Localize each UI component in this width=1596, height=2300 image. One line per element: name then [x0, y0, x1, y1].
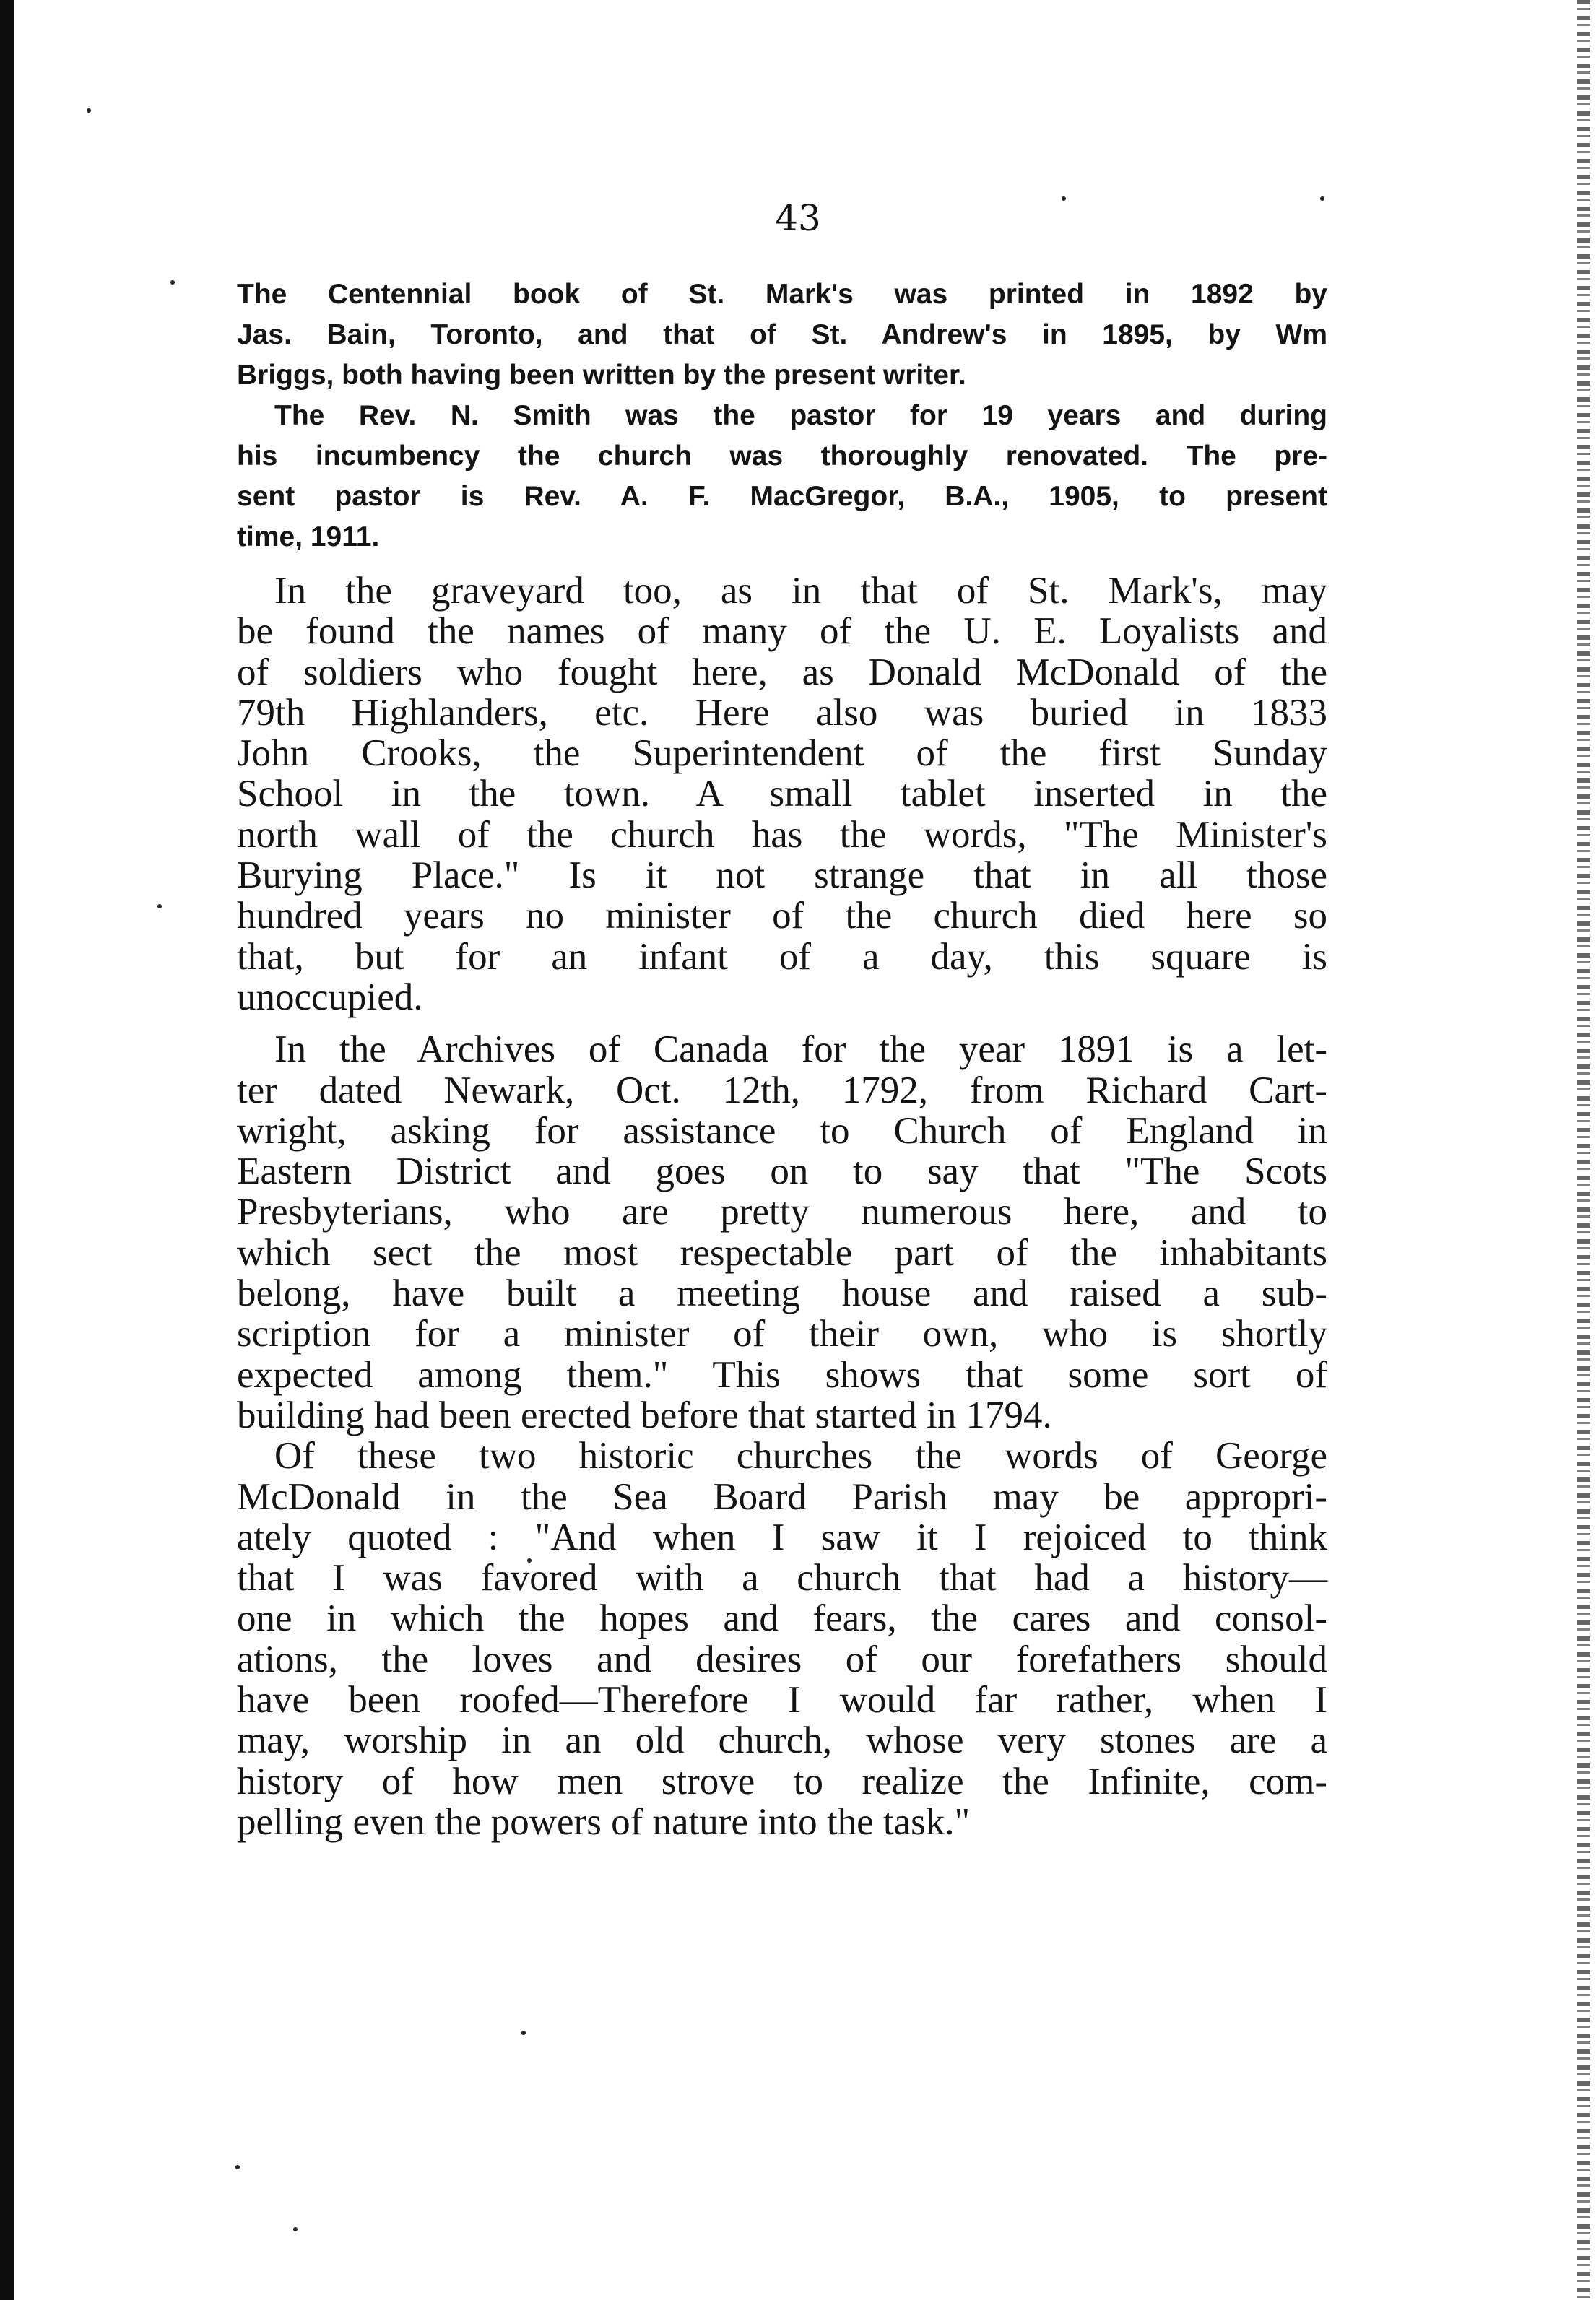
- text-line: In the Archives of Canada for the year 1891 is a let-: [274, 1028, 1327, 1071]
- speck: [521, 2031, 526, 2035]
- text-line: 79th Highlanders, etc. Here also was buried in 1833: [237, 691, 1327, 734]
- text-line: his incumbency the church was thoroughly renovated. The pre-: [237, 441, 1327, 472]
- text-line: belong, have built a meeting house and raised a sub-: [237, 1272, 1327, 1315]
- text-line: Presbyterians, who are pretty numerous here, and to: [237, 1191, 1327, 1233]
- body-text: [237, 570, 1327, 1842]
- body-paragraph: [237, 570, 1327, 1017]
- text-line: one in which the hopes and fears, the cares and consol-: [237, 1597, 1327, 1640]
- text-line: Eastern District and goes on to say that "The Scots: [237, 1150, 1327, 1193]
- speck: [293, 2227, 298, 2231]
- speck: [235, 2165, 240, 2169]
- text-line: The Centennial book of St. Mark's was printed in 1892 by: [237, 279, 1327, 310]
- text-line: Jas. Bain, Toronto, and that of St. Andrew's in 1895, by Wm: [237, 319, 1327, 350]
- text-line: which sect the most respectable part of the inhabitants: [237, 1231, 1327, 1274]
- text-line: John Crooks, the Superintendent of the first Sunday: [237, 732, 1327, 775]
- text-line: have been roofed—Therefore I would far rather, when I: [237, 1679, 1327, 1722]
- text-line: ations, the loves and desires of our forefathers should: [237, 1638, 1327, 1680]
- text-line: history of how men strove to realize the Infinite, com-: [237, 1760, 1327, 1802]
- text-line: McDonald in the Sea Board Parish may be appropri-: [237, 1475, 1327, 1518]
- text-line: ter dated Newark, Oct. 12th, 1792, from Richard Cart-: [237, 1069, 1327, 1111]
- text-line: that I was favored with a church that had a history—: [237, 1557, 1327, 1600]
- speck: [170, 280, 175, 285]
- text-line: that, but for an infant of a day, this square is: [237, 935, 1327, 978]
- text-line: Burying Place." Is it not strange that in all those: [237, 854, 1327, 897]
- speck: [87, 108, 91, 113]
- text-line: School in the town. A small tablet inserted in the: [237, 773, 1327, 815]
- speck: [157, 904, 162, 908]
- scan-edge-right: [1577, 0, 1590, 2300]
- text-line: scription for a minister of their own, who is shortly: [237, 1313, 1327, 1355]
- text-line: expected among them." This shows that some sort of: [237, 1353, 1327, 1396]
- text-line: The Rev. N. Smith was the pastor for 19 years and during: [274, 400, 1327, 431]
- text-line: may, worship in an old church, whose very stones are a: [237, 1719, 1327, 1762]
- text-line: sent pastor is Rev. A. F. MacGregor, B.A., 1905, to present: [237, 481, 1327, 512]
- footnote-block: [237, 274, 1327, 557]
- footnote-paragraph: [237, 274, 1327, 396]
- text-line: ately quoted : "And when I saw it I rejoiced to think: [237, 1516, 1327, 1558]
- text-line: In the graveyard too, as in that of St. Mark's, may: [274, 570, 1327, 612]
- text-line: wright, asking for assistance to Church of England in: [237, 1109, 1327, 1152]
- text-line: time, 1911.: [237, 521, 380, 552]
- text-line: Briggs, both having been written by the present writer.: [237, 360, 966, 391]
- footnote-paragraph: [237, 396, 1327, 557]
- scan-edge-left: [0, 0, 14, 2300]
- text-line: hundred years no minister of the church died here so: [237, 895, 1327, 937]
- text-line: north wall of the church has the words, "The Minister's: [237, 813, 1327, 856]
- body-paragraph: [237, 1436, 1327, 1842]
- body-paragraph: [237, 1029, 1327, 1436]
- text-line: pelling even the powers of nature into the task.": [237, 1800, 971, 1843]
- text-line: be found the names of many of the U. E. Loyalists and: [237, 610, 1327, 653]
- text-line: building had been erected before that started in 1794.: [237, 1394, 1052, 1436]
- speck: [1320, 196, 1324, 201]
- text-line: unoccupied.: [237, 976, 423, 1018]
- text-line: Of these two historic churches the words of George: [274, 1435, 1327, 1477]
- speck: [1062, 196, 1066, 201]
- text-line: of soldiers who fought here, as Donald McDonald of the: [237, 651, 1327, 693]
- page-number: 43: [775, 197, 821, 239]
